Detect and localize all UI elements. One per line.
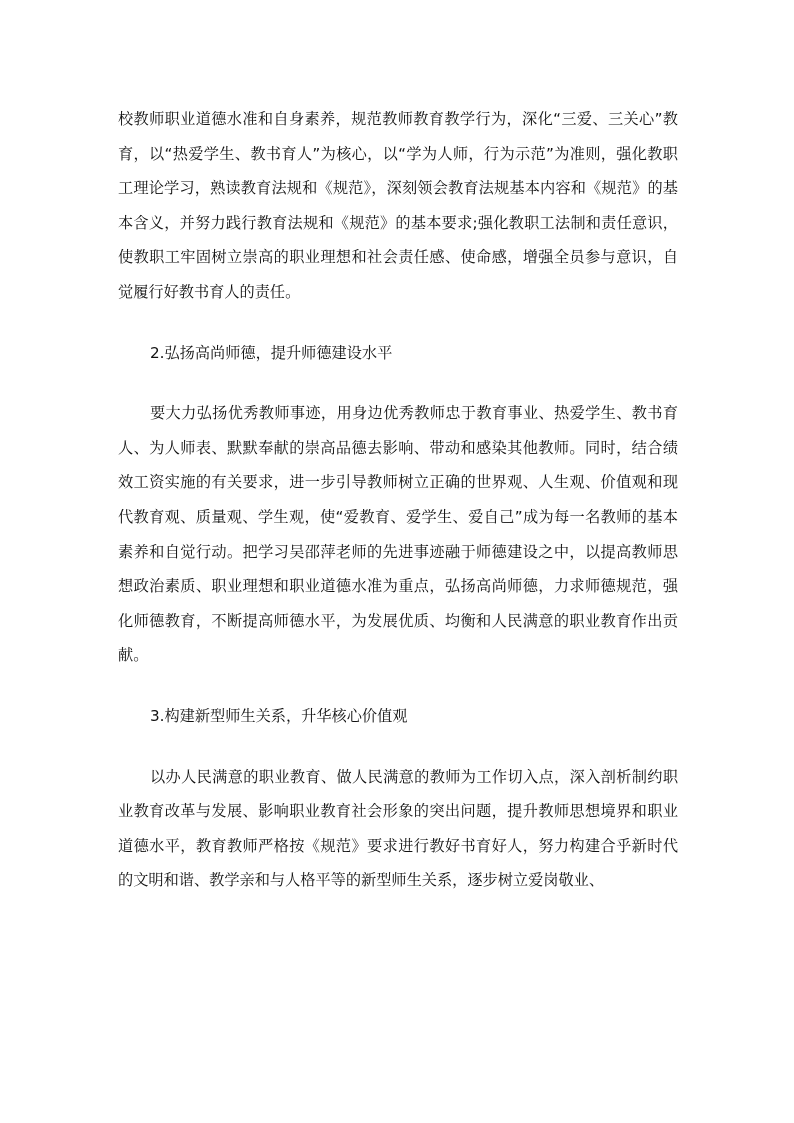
document-body bbox=[118, 102, 678, 898]
section-heading: 2.弘扬高尚师德，提升师德建设水平 bbox=[150, 343, 393, 362]
body-paragraph: 要大力弘扬优秀教师事迹，用身边优秀教师忠于教育事业、热爱学生、教书育人、为人师表、默默奉献的崇高品德去影响、带动和感染其他教师。同时，结合绩效工资实施的有关要求，进一步引导教师树立正确的世界观、人生观、价值观和现代教育观、质量观、学生观，使“爱教育、爱学生、爱自己”成为每一名教师的基本素养和自觉行动。把学习吴邵萍老师的先进事迹融于师德建设之中，以提高教师思想政治素质、职业理想和职业道德水准为重点，弘扬高尚师德，力求师德规范，强化师德教育，不断提高师德水平，为发展优质、均衡和人民满意的职业教育作出贡献。 bbox=[118, 404, 678, 665]
section-heading: 3.构建新型师生关系，升华核心价值观 bbox=[150, 706, 408, 725]
paragraph-spacer bbox=[118, 734, 678, 760]
paragraph-spacer bbox=[118, 310, 678, 336]
body-paragraph: 以办人民满意的职业教育、做人民满意的教师为工作切入点，深入剖析制约职业教育改革与发展、影响职业教育社会形象的突出问题，提升教师思想境界和职业道德水平，教育教师严格按《规范》要求进行教好书育好人，努力构建合乎新时代的文明和谐、教学亲和与人格平等的新型师生关系，逐步树立爱岗敬业、 bbox=[118, 767, 678, 890]
paragraph-spacer bbox=[118, 673, 678, 699]
body-paragraph: 校教师职业道德水准和自身素养，规范教师教育教学行为，深化“三爱、三关心”教育，以“热爱学生、教书育人”为核心，以“学为人师，行为示范”为准则，强化教职工理论学习，熟读教育法规和《规范》，深刻领会教育法规基本内容和《规范》的基本含义，并努力践行教育法规和《规范》的基本要求;强化教职工法制和责任意识，使教职工牢固树立崇高的职业理想和社会责任感、使命感，增强全员参与意识，自觉履行好教书育人的责任。 bbox=[118, 110, 678, 301]
paragraph-spacer bbox=[118, 370, 678, 396]
